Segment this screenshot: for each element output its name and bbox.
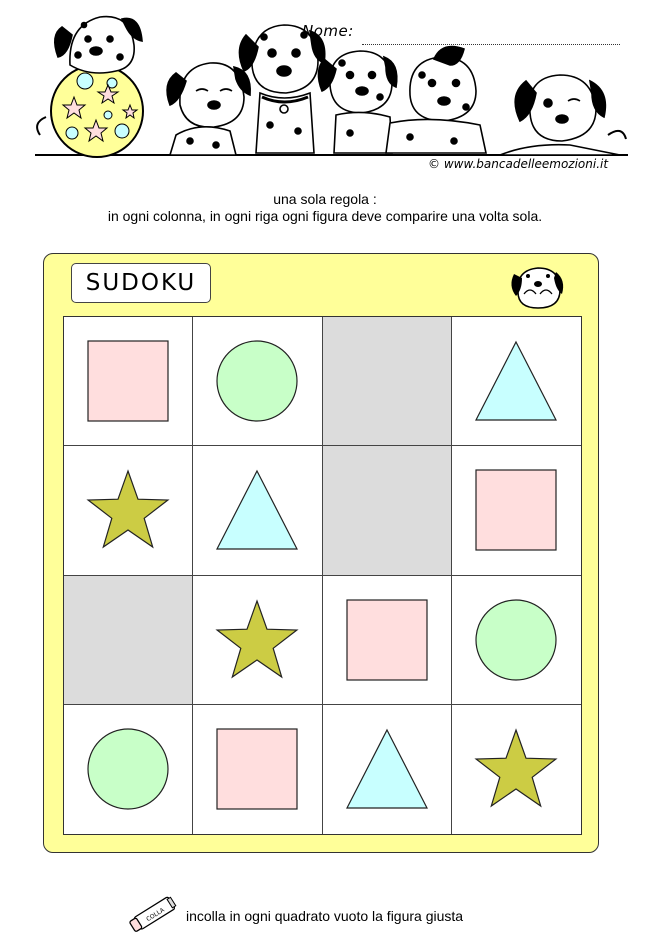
triangle-icon xyxy=(471,336,561,426)
puppy-grinning xyxy=(318,51,396,153)
star-shape xyxy=(476,730,556,806)
grid-cell xyxy=(64,317,193,446)
sudoku-title: SUDOKU xyxy=(71,263,211,303)
glue-stick-icon xyxy=(127,890,183,938)
instructions-line-1: una sola regola : xyxy=(273,191,377,207)
star-shape xyxy=(88,471,168,547)
square-shape xyxy=(88,341,168,421)
star-icon xyxy=(471,724,561,814)
star-shape xyxy=(217,601,297,677)
puppy-lying xyxy=(386,47,486,153)
triangle-shape xyxy=(476,342,556,420)
square-icon xyxy=(212,724,302,814)
circle-shape xyxy=(217,341,297,421)
puppy-sleeping xyxy=(167,63,250,155)
circle-shape xyxy=(476,600,556,680)
triangle-shape xyxy=(217,471,297,549)
name-label: Nome: xyxy=(302,22,354,40)
website-credit: © www.bancadelleemozioni.it xyxy=(428,157,609,171)
grid-cell xyxy=(323,576,452,705)
empty-cell[interactable] xyxy=(323,317,452,446)
footer-instruction: incolla in ogni quadrato vuoto la figura giusta xyxy=(186,908,464,924)
name-line[interactable] xyxy=(362,44,620,45)
grid-cell xyxy=(193,705,322,834)
empty-cell[interactable] xyxy=(64,576,193,705)
square-icon xyxy=(83,336,173,426)
grid-cell xyxy=(452,446,581,575)
grid-cell xyxy=(64,705,193,834)
empty-cell[interactable] xyxy=(323,446,452,575)
square-shape xyxy=(476,470,556,550)
puppy-winking xyxy=(500,75,626,155)
triangle-icon xyxy=(342,724,432,814)
grid-cell xyxy=(193,446,322,575)
circle-icon xyxy=(471,595,561,685)
sudoku-grid xyxy=(63,316,582,835)
square-shape xyxy=(347,600,427,680)
circle-shape xyxy=(88,729,168,809)
puppy-peeking-icon xyxy=(508,262,568,312)
square-icon xyxy=(342,595,432,685)
circle-icon xyxy=(212,336,302,426)
grid-cell xyxy=(452,576,581,705)
instructions xyxy=(0,191,650,225)
ball-illustration xyxy=(51,65,143,157)
star-icon xyxy=(83,465,173,555)
grid-cell xyxy=(452,705,581,834)
grid-cell xyxy=(452,317,581,446)
triangle-icon xyxy=(212,465,302,555)
grid-cell xyxy=(193,576,322,705)
grid-cell xyxy=(64,446,193,575)
square-shape xyxy=(217,729,297,809)
grid-cell xyxy=(323,705,452,834)
puppy-collar xyxy=(239,25,324,153)
triangle-shape xyxy=(347,730,427,808)
star-icon xyxy=(212,595,302,685)
circle-icon xyxy=(83,724,173,814)
instructions-line-2: in ogni colonna, in ogni riga ogni figura deve comparire una volta sola. xyxy=(107,208,543,224)
grid-cell xyxy=(193,317,322,446)
glue-label: COLLA xyxy=(145,906,166,924)
square-icon xyxy=(471,465,561,555)
puppy-on-ball xyxy=(55,17,142,73)
